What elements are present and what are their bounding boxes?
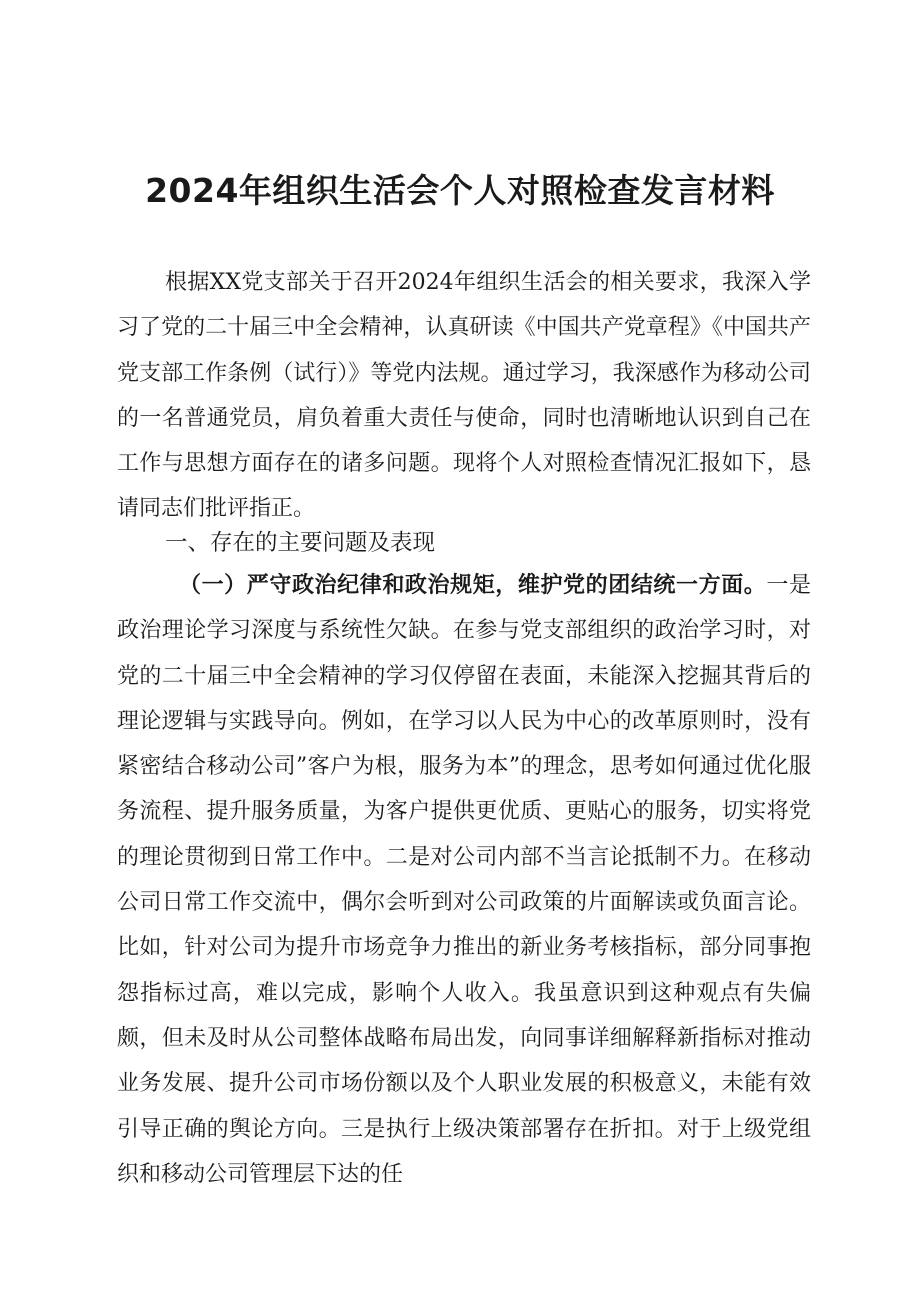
subsection-body: 一是政治理论学习深度与系统性欠缺。在参与党支部组织的政治学习时，对党的二十届三中全会精神的学习仅停留在表面，未能深入挖掘其背后的理论逻辑与实践导向。例如，在学习以人民为中心的改革原则时，没有紧密结合移动公司”客户为根，服务为本”的理念，思考如何通过优化服务流程、提升服务质量，为客户提供更优质、更贴心的服务，切实将党的理论贯彻到日常工作中。二是对公司内部不当言论抵制不力。在移动公司日常工作交流中，偶尔会听到对公司政策的片面解读或负面言论。比如，针对公司为提升市场竞争力推出的新业务考核指标，部分同事抱怨指标过高，难以完成，影响个人收入。我虽意识到这种观点有失偏颇，但未及时从公司整体战略布局出发，向同事详细解释新指标对推动业务发展、提升公司市场份额以及个人职业发展的积极意义，未能有效引导正确的舆论方向。三是执行上级决策部署存在折扣。对于上级党组织和移动公司管理层下达的任 <box>117 573 811 1187</box>
document-title: 2024年组织生活会个人对照检查发言材料 <box>145 171 775 210</box>
subsection-heading: （一）严守政治纪律和政治规矩，维护党的团结统一方面。 <box>179 572 767 598</box>
section-heading: 一、存在的主要问题及表现 <box>165 530 436 556</box>
subsection-paragraph <box>117 563 811 1197</box>
intro-paragraph: 根据XX党支部关于召开2024年组织生活会的相关要求，我深入学习了党的二十届三中全会精神，认真研读《中国共产党章程》《中国共产党支部工作条例（试行）》等党内法规。通过学习，我深感作为移动公司的一名普通党员，肩负着重大责任与使命，同时也清晰地认识到自己在工作与思想方面存在的诸多问题。现将个人对照检查情况汇报如下，恳请同志们批评指正。 <box>117 270 811 522</box>
